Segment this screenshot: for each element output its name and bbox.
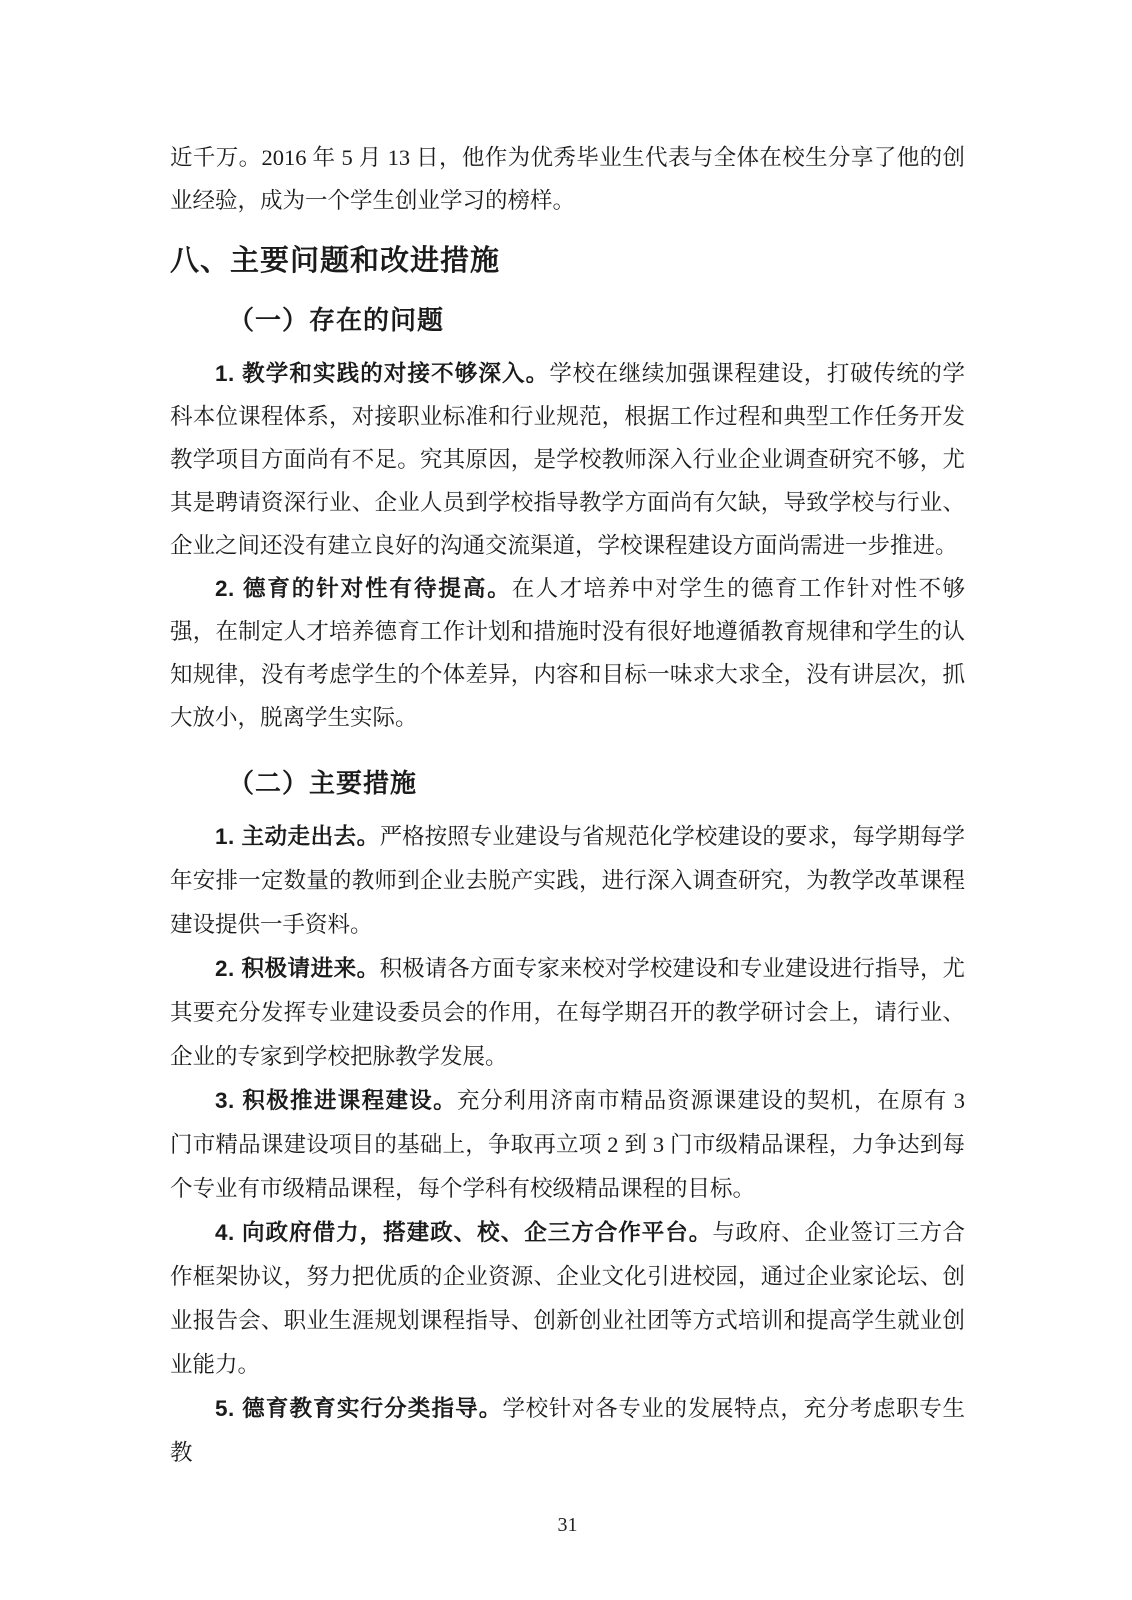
paragraph-lead: 1. 主动走出去。 xyxy=(215,824,380,849)
section-heading: 八、主要问题和改进措施 xyxy=(170,245,501,277)
paragraph-lead: 2. 德育的针对性有待提高。 xyxy=(215,576,512,601)
numbered-paragraph xyxy=(170,1211,965,1387)
paragraph-body: 积极请各方面专家来校对学校建设和专业建设进行指导，尤其要充分发挥专业建设委员会的作用，在每学期召开的教学研讨会上，请行业、企业的专家到学校把脉教学发展。 xyxy=(170,956,965,1069)
paragraph-body: 严格按照专业建设与省规范化学校建设的要求，每学期每学年安排一定数量的教师到企业去脱产实践，进行深入调查研究，为教学改革课程建设提供一手资料。 xyxy=(170,824,965,937)
page-number: 31 xyxy=(557,1514,578,1536)
paragraph-body: 在人才培养中对学生的德育工作针对性不够强，在制定人才培养德育工作计划和措施时没有很好地遵循教育规律和学生的认知规律，没有考虑学生的个体差异，内容和目标一味求大求全，没有讲层次，抓大放小，脱离学生实际。 xyxy=(170,576,965,730)
section-measures xyxy=(170,815,965,1475)
paragraph-body: 学校针对各专业的发展特点，充分考虑职专生教 xyxy=(170,1396,965,1465)
paragraph-lead: 2. 积极请进来。 xyxy=(215,956,380,981)
continuation-paragraph: 近千万。2016 年 5 月 13 日，他作为优秀毕业生代表与全体在校生分享了他的创业经验，成为一个学生创业学习的榜样。 xyxy=(170,145,965,213)
paragraph-body: 与政府、企业签订三方合作框架协议，努力把优质的企业资源、企业文化引进校园，通过企业家论坛、创业报告会、职业生涯规划课程指导、创新创业社团等方式培训和提高学生就业创业能力。 xyxy=(170,1220,965,1377)
numbered-paragraph xyxy=(170,947,965,1079)
paragraph-lead: 1. 教学和实践的对接不够深入。 xyxy=(215,361,550,386)
paragraph-body: 学校在继续加强课程建设，打破传统的学科本位课程体系，对接职业标准和行业规范，根据工作过程和典型工作任务开发教学项目方面尚有不足。究其原因，是学校教师深入行业企业调查研究不够，尤其是聘请资深行业、企业人员到学校指导教学方面尚有欠缺，导致学校与行业、企业之间还没有建立良好的沟通交流渠道，学校课程建设方面尚需进一步推进。 xyxy=(170,361,965,558)
numbered-paragraph xyxy=(170,352,965,567)
subsection-title-problems: （一）存在的问题 xyxy=(228,305,445,335)
numbered-paragraph xyxy=(170,1079,965,1211)
numbered-paragraph xyxy=(170,815,965,947)
paragraph-lead: 5. 德育教育实行分类指导。 xyxy=(215,1396,503,1421)
numbered-paragraph xyxy=(170,1387,965,1475)
paragraph-lead: 4. 向政府借力，搭建政、校、企三方合作平台。 xyxy=(215,1220,713,1245)
numbered-paragraph xyxy=(170,567,965,739)
subsection-title-measures: （二）主要措施 xyxy=(228,768,418,798)
section-problems xyxy=(170,352,965,739)
paragraph-lead: 3. 积极推进课程建设。 xyxy=(215,1088,457,1113)
paragraph-body: 充分利用济南市精品资源课建设的契机，在原有 3 门市精品课建设项目的基础上，争取再立项 2 到 3 门市级精品课程，力争达到每个专业有市级精品课程，每个学科有校级精品课程的目标。 xyxy=(170,1088,965,1201)
